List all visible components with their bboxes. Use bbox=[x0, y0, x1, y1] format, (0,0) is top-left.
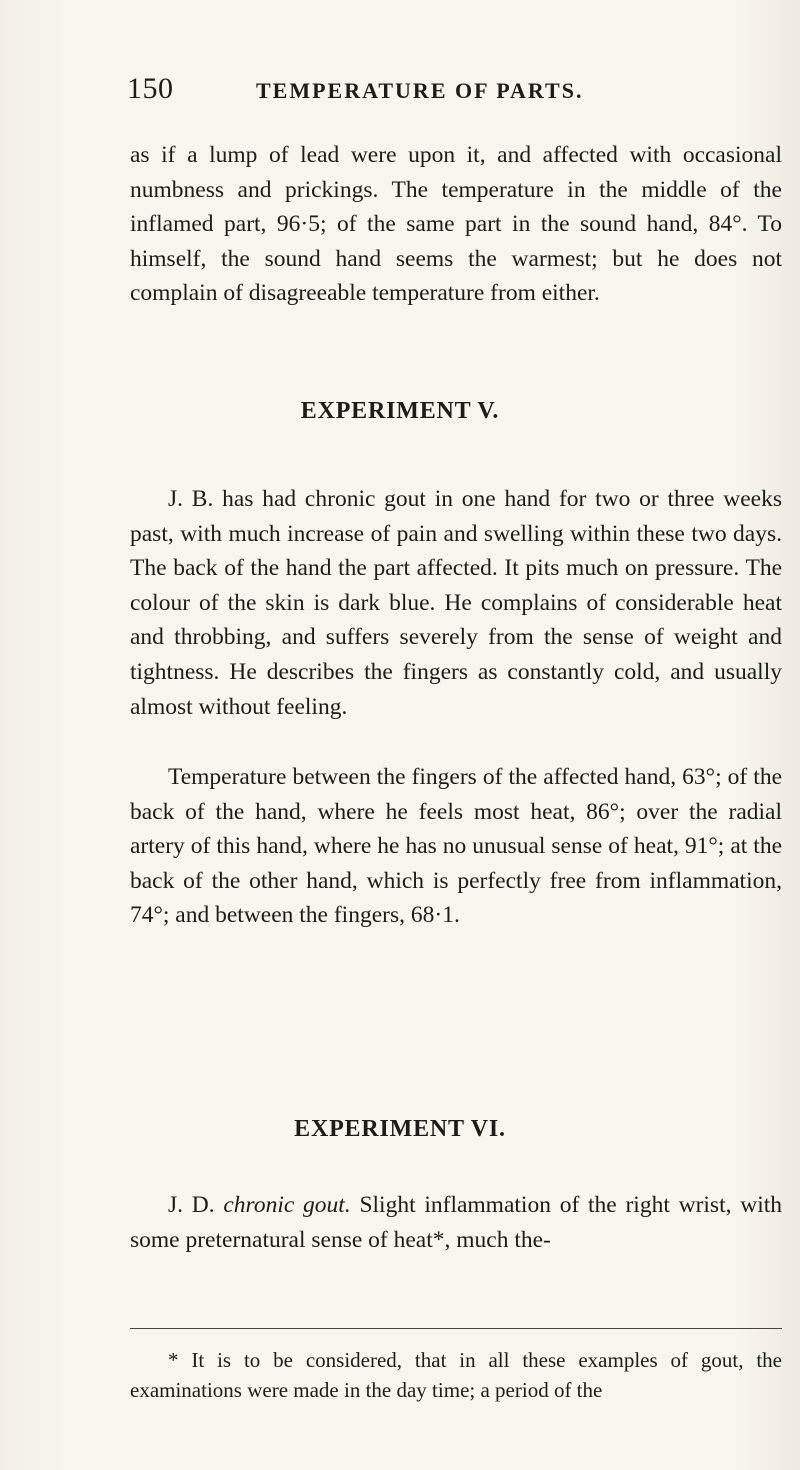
experiment-v-paragraph-2: Temperature between the fingers of the affected hand, 63°; of the back of the hand, where he feels most heat, 86°; over the radial artery of this hand, where he has no unusual sense of heat, 91°; at the back of the other hand, which is perfectly free from inflammation, 74°; and between the fingers, 68·1. bbox=[130, 764, 782, 929]
running-title: TEMPERATURE OF PARTS. bbox=[256, 78, 584, 103]
experiment-vi-diagnosis: chronic gout. bbox=[223, 1192, 351, 1218]
experiment-vi-subject: J. D. bbox=[168, 1192, 215, 1218]
experiment-v-paragraph-1: J. B. has had chronic gout in one hand for two or three weeks past, with much increase of pain and swelling within these two days. The back of the hand the part affected. It pits much on pressure. The colour of the skin is dark blue. He complains of considerable heat and throbbing, and suffers severely from the sense of weight and tightness. He describes the fingers as constantly cold, and usually almost without feeling. bbox=[130, 486, 782, 720]
page-number: 150 bbox=[127, 72, 174, 105]
experiment-vi-heading: EXPERIMENT VI. bbox=[294, 1116, 506, 1142]
experiment-vi-description: Slight inflammation of the right wrist, with some preternatural sense of heat*, much the- bbox=[130, 1192, 782, 1253]
experiment-vi-paragraph bbox=[130, 1188, 782, 1257]
opening-paragraph: as if a lump of lead were upon it, and affected with occasional numbness and prickings. The temperature in the middle of the inflamed part, 96·5; of the same part in the sound hand, 84°. To himself, the sound hand seems the warmest; but he does not complain of disagreeable temperature from either. bbox=[130, 142, 782, 307]
running-head bbox=[0, 72, 800, 112]
footnote: * It is to be considered, that in all these examples of gout, the examinations were made in the day time; a period of the bbox=[130, 1348, 782, 1402]
footnote-divider bbox=[130, 1328, 782, 1329]
experiment-v-heading: EXPERIMENT V. bbox=[300, 398, 500, 424]
